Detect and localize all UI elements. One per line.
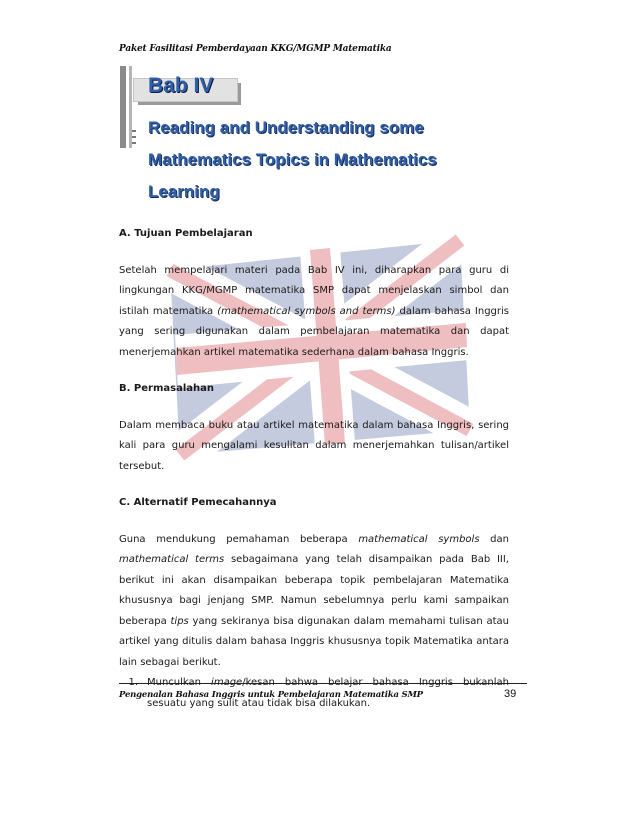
decoration-tick [132,130,136,132]
decoration-bar [120,66,126,148]
section-heading: B. Permasalahan [119,383,214,394]
chapter-title-line: Learning [148,182,220,201]
body-content [119,224,509,714]
chapter-title-line: Reading and Understanding some [148,118,424,137]
decoration-tick [132,136,136,138]
list-text-part: sesuatu yang sulit atau tidak bisa dilakukan. [147,697,371,709]
chapter-title-line: Mathematics Topics in Mathematics [148,150,437,169]
section-heading: C. Alternatif Pemecahannya [119,497,277,508]
paragraph-emphasis: tips [170,615,189,627]
decoration-tick [132,142,136,144]
section-paragraph: Dalam membaca buku atau artikel matematika dalam bahasa Inggris, sering kali para guru mengalami kesulitan dalam menerjemahkan tulisan/artikel tersebut. [119,419,509,472]
chapter-label: Bab IV [148,74,214,97]
paragraph-text: Guna mendukung pemahaman beberapa [119,533,359,545]
page-number: 39 [504,688,517,700]
paragraph-text: dan [479,533,509,545]
paragraph-emphasis: mathematical symbols [358,533,480,545]
footer-rule [119,683,527,684]
section-heading: A. Tujuan Pembelajaran [119,228,253,239]
running-header: Paket Fasilitasi Pemberdayaan KKG/MGMP Matematika [119,44,392,54]
paragraph-text: yang sekiranya bisa digunakan dalam memahami tulisan atau artikel yang ditulis dalam bahasa Inggris khususnya topik Matematika antara lain sebagai berikut. [119,615,509,668]
section-paragraph [119,530,509,674]
paragraph-text: sebagaimana yang telah disampaikan pada Bab III, berikut ini akan disampaikan beberapa topik pembelajaran Matematika khususnya bagi jenjang SMP. Namun sebelumnya perlu kami sampaikan beberapa [119,554,509,627]
paragraph-emphasis: (mathematical symbols and terms) [217,305,396,317]
chapter-title [148,112,478,208]
section-paragraph [119,261,509,364]
paragraph-text: dalam bahasa Inggris yang sering digunakan dalam pembelajaran matematika dan dapat menerjemahkan artikel matematika sederhana dalam bahasa Inggris. [119,305,509,358]
footer-title: Pengenalan Bahasa Inggris untuk Pembelajaran Matematika SMP [119,690,423,700]
paragraph-text: Setelah mempelajari materi pada Bab IV ini, diharapkan para guru di lingkungan KKG/MGMP matematika SMP dapat menjelaskan simbol dan istilah matematika [119,264,509,317]
paragraph-emphasis: mathematical terms [119,554,225,565]
